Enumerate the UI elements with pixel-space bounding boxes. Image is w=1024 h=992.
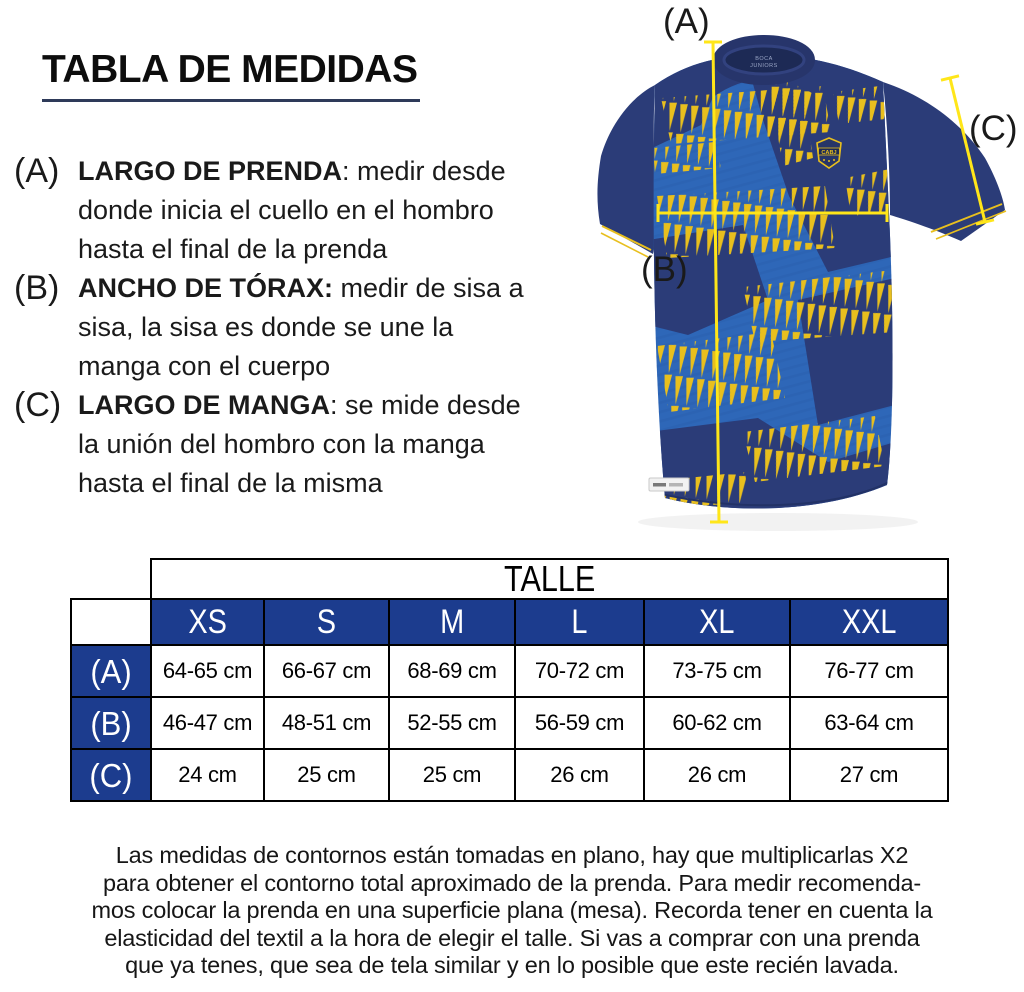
- size-value-cell: 63-64 cm: [790, 697, 948, 749]
- shirt-measurement-diagram: [593, 0, 1024, 545]
- size-value-cell: 60-62 cm: [644, 697, 790, 749]
- table-blank-cell: [71, 599, 151, 645]
- size-value-cell: 68-69 cm: [389, 645, 515, 697]
- definition-term-b: ANCHO DE TÓRAX:: [78, 273, 333, 303]
- definition-text: : se mide desde: [330, 390, 521, 420]
- size-value-cell: 26 cm: [644, 749, 790, 801]
- size-value-cell: 73-75 cm: [644, 645, 790, 697]
- size-col-header-xxl: XXL: [790, 599, 948, 645]
- footer-line: mos colocar la prenda en una superficie plana (mesa). Recorda tener en cuenta la: [91, 897, 933, 923]
- size-value-cell: 70-72 cm: [515, 645, 644, 697]
- row-label-c: (C): [71, 749, 151, 801]
- definition-text: : medir desde: [342, 156, 506, 186]
- definition-line: [78, 386, 599, 425]
- size-table: [70, 558, 949, 802]
- definition-term-a: LARGO DE PRENDA: [78, 156, 343, 186]
- size-value-cell: 52-55 cm: [389, 697, 515, 749]
- footer-line: elasticidad del textil a la hora de elegir el talle. Si vas a comprar con una prenda: [104, 924, 920, 951]
- diagram-label-b: (B): [641, 250, 688, 289]
- shirt-shadow: [638, 513, 918, 531]
- collar-tag-text: BOCA: [755, 56, 773, 62]
- size-value-cell: 56-59 cm: [515, 697, 644, 749]
- definition-line: donde inicia el cuello en el hombro: [78, 195, 494, 225]
- size-value-cell: 25 cm: [264, 749, 389, 801]
- page-title: TABLA DE MEDIDAS: [42, 48, 418, 91]
- size-col-header-m: M: [389, 599, 515, 645]
- definition-item-c: [14, 386, 599, 503]
- definition-line: la unión del hombro con la manga: [78, 429, 485, 459]
- diagram-label-a: (A): [663, 2, 710, 41]
- footer-line: Las medidas de contornos están tomadas en plano, hay que multiplicarlas X2: [115, 842, 909, 868]
- row-label-a: (A): [71, 645, 151, 697]
- shirt-photo: [593, 0, 1024, 545]
- definition-marker-b: (B): [14, 269, 60, 307]
- footer-line: que ya tenes, que sea de tela similar y en lo posible que este recién lavada.: [125, 952, 899, 978]
- definition-item-a: [14, 152, 599, 269]
- size-col-header-xs: XS: [151, 599, 264, 645]
- definition-term-c: LARGO DE MANGA: [78, 390, 330, 420]
- size-value-cell: 24 cm: [151, 749, 264, 801]
- crest-text: CABJ: [821, 149, 837, 156]
- definition-line: [78, 269, 599, 308]
- footer-note: [46, 842, 978, 980]
- size-value-cell: 64-65 cm: [151, 645, 264, 697]
- size-value-cell: 25 cm: [389, 749, 515, 801]
- definition-line: hasta el final de la misma: [78, 468, 383, 498]
- size-col-header-l: L: [515, 599, 644, 645]
- table-title: TALLE: [151, 559, 948, 599]
- definition-line: sisa, la sisa es donde se une la: [78, 312, 454, 342]
- definition-line: [78, 152, 599, 191]
- measurement-definitions: [14, 152, 599, 503]
- definition-item-b: [14, 269, 599, 386]
- size-col-header-s: S: [264, 599, 389, 645]
- definition-line: hasta el final de la prenda: [78, 234, 388, 264]
- size-value-cell: 26 cm: [515, 749, 644, 801]
- row-label-b: (B): [71, 697, 151, 749]
- title-underline: [42, 99, 420, 102]
- definition-text: medir de sisa a: [333, 273, 524, 303]
- diagram-label-c: (C): [969, 109, 1018, 148]
- size-value-cell: 48-51 cm: [264, 697, 389, 749]
- table-corner-empty: [71, 559, 151, 599]
- size-value-cell: 76-77 cm: [790, 645, 948, 697]
- size-value-cell: 46-47 cm: [151, 697, 264, 749]
- hem-brand-label: [649, 478, 689, 491]
- size-value-cell: 27 cm: [790, 749, 948, 801]
- definition-marker-a: (A): [14, 152, 60, 190]
- size-col-header-xl: XL: [644, 599, 790, 645]
- definition-marker-c: (C): [14, 386, 62, 424]
- definition-line: manga con el cuerpo: [78, 351, 331, 381]
- size-value-cell: 66-67 cm: [264, 645, 389, 697]
- collar-tag-text: JUNIORS: [750, 63, 778, 69]
- footer-line: para obtener el contorno total aproximado de la prenda. Para medir recomenda-: [102, 869, 922, 896]
